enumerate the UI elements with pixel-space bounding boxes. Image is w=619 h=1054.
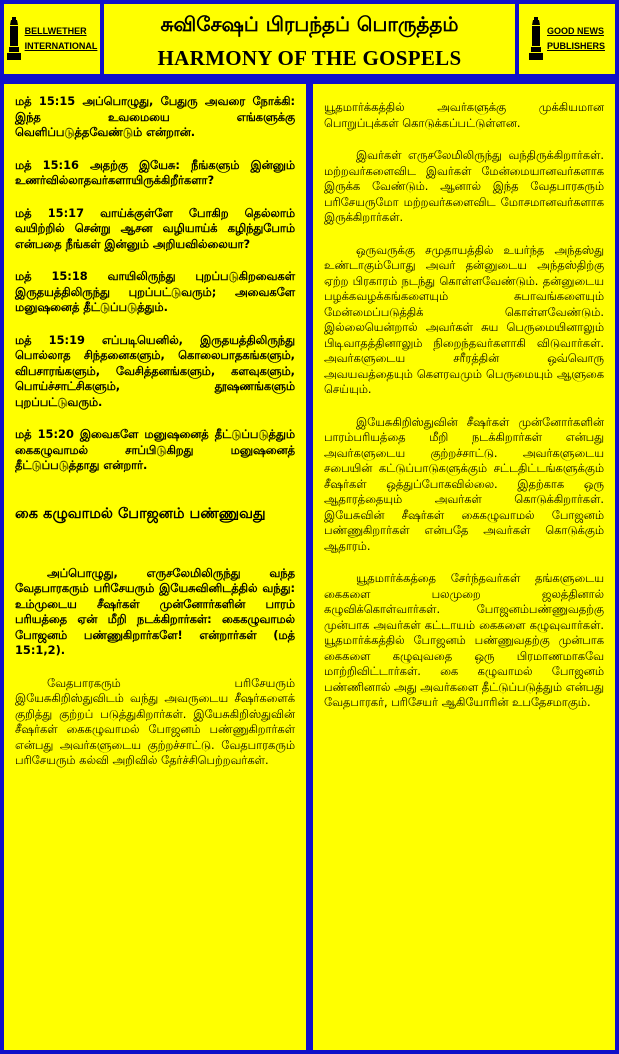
right-column — [313, 84, 615, 1050]
bellwether-logo — [4, 4, 100, 74]
commentary-paragraph: இயேசுகிறிஸ்துவின் சீஷர்கள் முன்னோர்களின் பாரம்பரியத்தை மீறி நடக்கிறார்கள் என்பது அவர்களுடைய குற்றச்சாட்டு. அவர்களுடைய சபையின் கட்டுப்பாடுகளுக்கும் சட்டதிட்டங்களுக்கும் சீஷர்கள் ஒத்துப்போகவில்லை. இதற்காக ஒரு ஆதாரத்தையும் அவர்கள் கொடுக்கிறார்கள். இயேசுவின் சீஷர்கள் கைகழுவாமல் போஜனம் பண்ணுகிறார்கள் என்பதே அவர்கள் கொடுக்கும் ஆதாரம். — [324, 414, 604, 553]
title-tamil: சுவிசேஷப் பிரபந்தப் பொருத்தம் — [160, 12, 459, 36]
logo-line: BELLWETHER — [24, 26, 87, 36]
verse-15-18: மத் 15:18 வாயிலிருந்து புறப்படுகிறவைகள் இருதயத்திலிருந்து புறப்பட்டுவரும்; அவைகளே மனுஷனைத் தீட்டுப்படுத்தும். — [15, 269, 295, 314]
commentary-paragraph: யூதமார்க்கத்தில் அவர்களுக்கு முக்கியமான பொறுப்புக்கள் கொடுக்கப்பட்டுள்ளன. — [324, 100, 604, 130]
lamp-icon — [7, 17, 21, 61]
verse-15-17: மத் 15:17 வாய்க்குள்ளே போகிற தெல்லாம் வயிற்றில் சென்று ஆசன வழியாய்க் கழிந்துபோம் என்பதை நீங்கள் இன்னும் அறியவில்லையா? — [15, 205, 295, 251]
commentary-paragraph: ஒருவருக்கு சமுதாயத்தில் உயர்ந்த அந்தஸ்து உண்டாகும்போது அவர் தன்னுடைய அந்தஸ்திற்கு ஏற்ற பிரகாரம் நடந்து கொள்ளவேண்டும். தன்னுடைய பழக்கவழக்கங்களையும் சுபாவங்களையும் மேன்மைப்படுத்திக் கொள்ளவேண்டும். இல்லையென்றால் அவர்கள் சுய பெருமையினாலும் பிடிவாதத்தினாலும் நிறைந்தவர்களாகி விடுவார்கள். அவர்களுடைய சரீரத்தின் ஒவ்வொரு அவயவத்தையும் கௌரவமும் பெருமையும் ஆளுகை செய்யும். — [324, 242, 604, 396]
logo-line: INTERNATIONAL — [24, 41, 98, 51]
lamp-icon — [529, 17, 543, 61]
commentary-paragraph: வேதபாரகரும் பரிசேயரும் இயேசுகிறிஸ்துவிடம் வந்து அவருடைய சீஷர்களைக் குறித்து குற்றப் படுத்துகிறார்கள். இயேசுகிறிஸ்துவின் சீஷர்கள் கைகழுவாமல் போஜனம் பண்ணுகிறார்கள் என்பது அவர்களுடைய குற்றச்சாட்டு. வேதபாரகரும் பரிசேயரும் கல்வி அறிவில் தேர்ச்சிபெற்றவர்கள். — [15, 675, 295, 767]
commentary-paragraph: இவர்கள் எருசலேமிலிருந்து வந்திருக்கிறார்கள். மற்றவர்களைவிட இவர்கள் மேன்மையானவர்களாக இருக்க வேண்டும். ஆனால் இந்த வேதபாரகரும் பரிசேயருமோ மற்றவர்களைவிட மோசமானவர்களாக இருக்கிறார்கள். — [324, 148, 604, 224]
intro-passage: அப்பொழுது, எருசலேமிலிருந்து வந்த வேதபாரகரும் பரிசேயரும் இயேசுவினிடத்தில் வந்து: உம்முடைய சீஷர்கள் முன்னோர்களின் பாரம் பரியத்தை ஏன் மீறி நடக்கிறார்கள்: கைகழுவாமல் போஜனம் பண்ணுகிறார்களே! என்றார்கள் (மத் 15:1,2). — [15, 565, 295, 657]
verse-15-15: மத் 15:15 அப்பொழுது, பேதுரு அவரை நோக்கி: இந்த உவமையை எங்களுக்கு வெளிப்படுத்தவேண்டும் என்றான். — [15, 94, 295, 139]
logo-line: PUBLISHERS — [546, 41, 605, 51]
section-heading: கை கழுவாமல் போஜனம் பண்ணுவது — [15, 505, 266, 522]
title-english: HARMONY OF THE GOSPELS — [157, 46, 462, 70]
verse-15-20: மத் 15:20 இவைகளே மனுஷனைத் தீட்டுப்படுத்தும் கைகழுவாமல் சாப்பிடுகிறது மனுஷனைத் தீட்டுப்படுத்தாது என்றார். — [15, 427, 295, 472]
commentary-paragraph: யூதமார்க்கத்தை சேர்ந்தவர்கள் தங்களுடைய கைகளை பலமுறை ஜலத்தினால் கழுவிக்கொள்வார்கள். போஜனம்பண்ணுவதற்கு முன்பாக அவர்கள் கட்டாயம் கைகளை கழுவுவார்கள். யூதமார்க்கத்தில் போஜனம் பண்ணுவதற்கு முன்பாக கைகளை கழுவுவதை ஒரு பிரமாணமாகவே மாற்றிவிட்டார்கள். கை கழுவாமல் போஜனம் பண்ணினால் அது அவர்களை தீட்டுப்படுத்தும் என்பது வேதபாரகர், பரிசேயர் ஆகியோரின் உபதேசமாகும். — [324, 571, 604, 709]
left-column — [4, 84, 306, 1050]
verse-15-16: மத் 15:16 அதற்கு இயேசு: நீங்களும் இன்னும் உணர்வில்லாதவர்களாயிருக்கிறீர்களா? — [15, 157, 295, 187]
good-news-logo — [519, 4, 615, 74]
logo-line: GOOD NEWS — [546, 26, 604, 36]
verse-15-19: மத் 15:19 எப்படியெனில், இருதயத்திலிருந்து பொல்லாத சிந்தனைகளும், கொலைபாதகங்களும், விபசாரங்களும், வேசித்தனங்களும், களவுகளும், பொய்ச்சாட்சிகளும், தூஷணங்களும் புறப்பட்டுவரும். — [15, 332, 295, 409]
page-header — [104, 4, 515, 74]
